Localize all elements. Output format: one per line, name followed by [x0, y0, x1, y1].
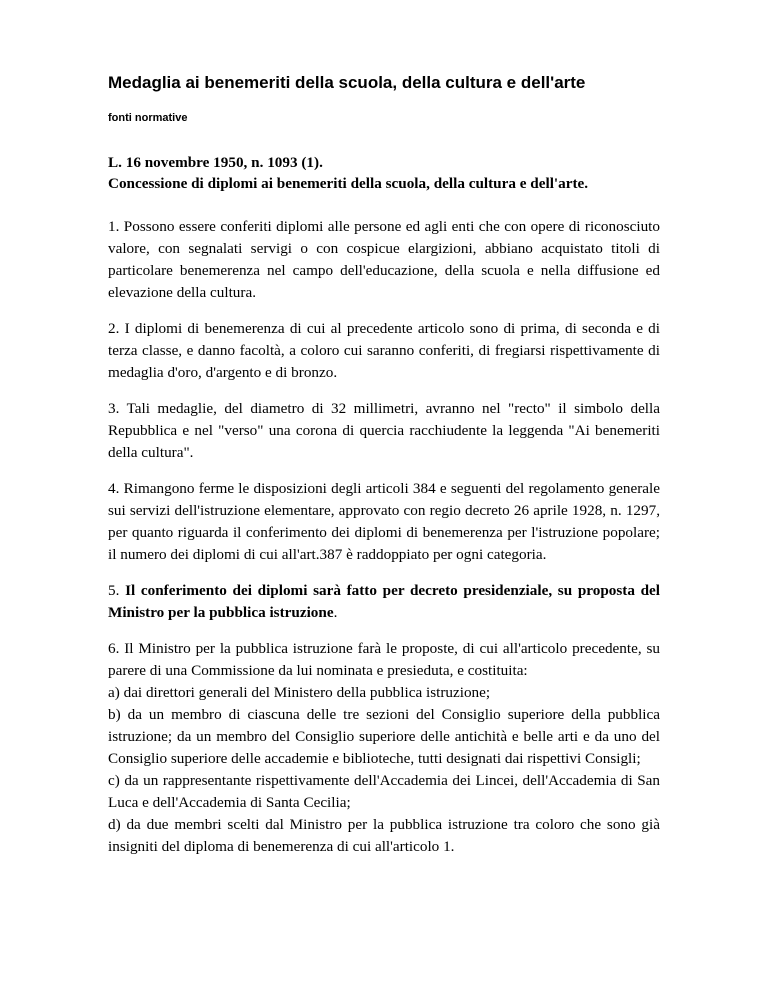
- article-5: [108, 580, 660, 624]
- article-5-number: 5.: [108, 582, 126, 599]
- article-6-item-d: d) da due membri scelti dal Ministro per la pubblica istruzione tra coloro che sono già insigniti del diploma di benemerenza di cui all'articolo 1.: [108, 816, 660, 855]
- article-6-item-b: b) da un membro di ciascuna delle tre sezioni del Consiglio superiore della pubblica istruzione; da un membro del Consiglio superiore delle antichità e belle arti e da uno del Consiglio superiore delle accademie e biblioteche, tutti designati dai rispettivi Consigli;: [108, 706, 660, 767]
- article-5-tail: .: [333, 604, 338, 621]
- law-heading: [108, 152, 660, 194]
- law-reference: L. 16 novembre 1950, n. 1093 (1).: [108, 154, 323, 171]
- article-5-bold-text: Il conferimento dei diplomi sarà fatto per decreto presidenziale, su proposta del Ministro per la pubblica istruzione: [108, 582, 661, 621]
- article-6-item-a: a) dai direttori generali del Ministero della pubblica istruzione;: [108, 684, 491, 701]
- article-1: 1. Possono essere conferiti diplomi alle persone ed agli enti che con opere di riconosciuto valore, con segnalati servigi o con cospicue elargizioni, abbiano acquistato titoli di particolare benemerenza nel campo dell'educazione, della scuola e nella diffusione ed elevazione della cultura.: [108, 218, 660, 301]
- article-6: [108, 638, 660, 858]
- law-title: Concessione di diplomi ai benemeriti della scuola, della cultura e dell'arte.: [108, 175, 589, 192]
- document-subtitle: fonti normative: [108, 112, 188, 124]
- document-page: [108, 72, 660, 858]
- article-3: 3. Tali medaglie, del diametro di 32 millimetri, avranno nel "recto" il simbolo della Repubblica e nel "verso" una corona di quercia racchiudente la leggenda "Ai benemeriti della cultura".: [108, 400, 660, 461]
- article-2: 2. I diplomi di benemerenza di cui al precedente articolo sono di prima, di seconda e di terza classe, e danno facoltà, a coloro cui saranno conferiti, di fregiarsi rispettivamente di medaglia d'oro, d'argento e di bronzo.: [108, 320, 660, 381]
- article-4: 4. Rimangono ferme le disposizioni degli articoli 384 e seguenti del regolamento generale sui servizi dell'istruzione elementare, approvato con regio decreto 26 aprile 1928, n. 1297, per quanto riguarda il conferimento dei diplomi di benemerenza per l'istruzione popolare; il numero dei diplomi di cui all'art.387 è raddoppiato per ogni categoria.: [108, 480, 660, 563]
- document-title: Medaglia ai benemeriti della scuola, della cultura e dell'arte: [108, 73, 586, 92]
- article-6-item-c: c) da un rappresentante rispettivamente dell'Accademia dei Lincei, dell'Accademia di San Luca e dell'Accademia di Santa Cecilia;: [108, 772, 660, 811]
- article-6-intro: 6. Il Ministro per la pubblica istruzione farà le proposte, di cui all'articolo precedente, su parere di una Commissione da lui nominata e presieduta, e costituita:: [108, 640, 660, 679]
